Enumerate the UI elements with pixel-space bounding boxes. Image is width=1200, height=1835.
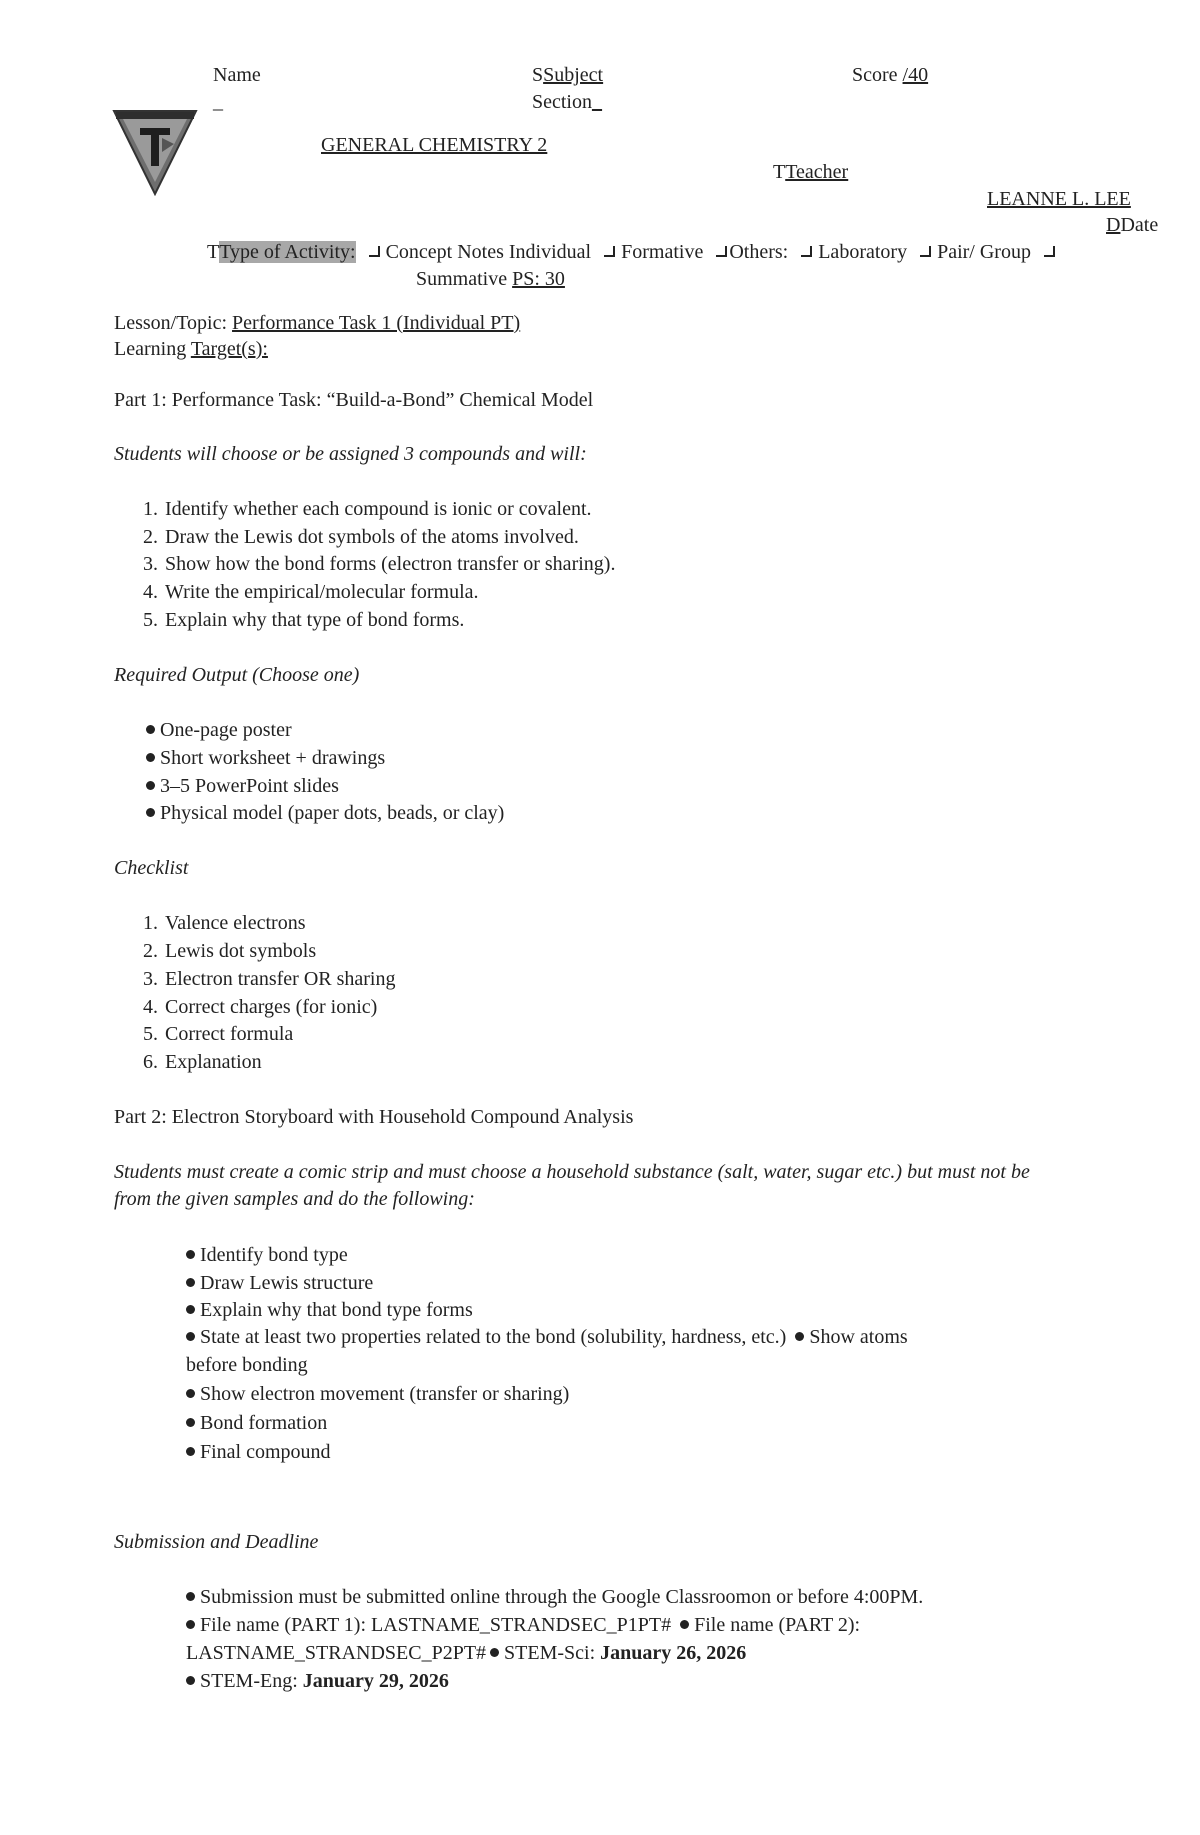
part1-step: 4. Write the empirical/molecular formula. (143, 581, 479, 603)
activity-label: Type of Activity: (219, 241, 356, 263)
section-blank: _ (592, 91, 602, 113)
part2-item: State at least two properties related to the bond (solubility, hardness, etc.) Show atoms (186, 1325, 908, 1349)
output-item: One-page poster (146, 718, 292, 742)
part1-step: 3. Show how the bond forms (electron transfer or sharing). (143, 553, 616, 575)
bullet-icon (186, 1278, 195, 1287)
option-laboratory: Laboratory (818, 241, 908, 263)
output-item: Physical model (paper dots, beads, or clay) (146, 801, 504, 825)
part1-step: 5. Explain why that type of bond forms. (143, 609, 465, 631)
date-prefix: D (1106, 214, 1121, 236)
bullet-icon (146, 753, 155, 762)
part2-item-cont: before bonding (186, 1354, 308, 1376)
option-concept-notes: Concept Notes Individual (385, 241, 592, 263)
name-blank: _ (213, 91, 223, 113)
teacher-prefix: T (773, 161, 786, 183)
bullet-icon (146, 808, 155, 817)
submission-line: File name (PART 1): LASTNAME_STRANDSEC_P1PT# File name (PART 2): (186, 1613, 860, 1637)
bullet-icon (680, 1620, 689, 1629)
part2-item: Bond formation (186, 1411, 327, 1435)
checkbox-icon[interactable] (801, 246, 812, 257)
checkbox-icon[interactable] (716, 246, 727, 257)
date-field (1106, 213, 1158, 237)
bullet-icon (186, 1447, 195, 1456)
checklist-item: 2. Lewis dot symbols (143, 940, 317, 962)
checklist-item: 6. Explanation (143, 1051, 262, 1073)
subject-prefix: S (532, 64, 544, 86)
subject-field (532, 63, 603, 87)
checklist-heading: Checklist (114, 857, 189, 879)
bullet-icon (186, 1305, 195, 1314)
option-others: Others: (729, 241, 789, 263)
name-label: Name (213, 64, 261, 86)
lesson-value: Performance Task 1 (Individual PT) (232, 312, 521, 334)
teacher-label: Teacher (785, 161, 849, 183)
part1-title: Part 1: Performance Task: “Build-a-Bond” Chemical Model (114, 389, 594, 411)
score-value: /40 (902, 64, 929, 86)
option-pair-group: Pair/ Group (937, 241, 1031, 263)
checkbox-icon[interactable] (369, 246, 380, 257)
school-logo (112, 108, 198, 202)
summative-label: Summative (416, 268, 508, 290)
subject-label: Subject (543, 64, 604, 86)
bullet-icon (795, 1332, 804, 1341)
checkbox-icon[interactable] (1044, 246, 1055, 257)
learning-targets (114, 337, 268, 361)
checklist-item: 1. Valence electrons (143, 912, 306, 934)
part2-title: Part 2: Electron Storyboard with Household Compound Analysis (114, 1106, 634, 1128)
bullet-icon (186, 1250, 195, 1259)
bullet-icon (186, 1592, 195, 1601)
part1-intro: Students will choose or be assigned 3 compounds and will: (114, 443, 587, 465)
part2-intro-line1: Students must create a comic strip and must choose a household substance (salt, water, sugar etc.) but must not be (114, 1161, 1030, 1183)
part2-item: Final compound (186, 1440, 331, 1464)
part2-item: Show electron movement (transfer or sharing) (186, 1382, 569, 1406)
score-field (852, 63, 928, 87)
activity-prefix: T (207, 241, 220, 263)
lesson-label: Lesson/Topic: (114, 312, 228, 334)
part1-step: 1. Identify whether each compound is ionic or covalent. (143, 498, 592, 520)
target-label: Learning (114, 338, 187, 360)
submission-heading: Submission and Deadline (114, 1531, 319, 1553)
lesson-topic (114, 311, 520, 335)
part1-step: 2. Draw the Lewis dot symbols of the atoms involved. (143, 526, 579, 548)
option-formative: Formative (621, 241, 704, 263)
part2-intro-line2: from the given samples and do the following: (114, 1188, 475, 1210)
submission-line: STEM-Eng: January 29, 2026 (186, 1669, 449, 1693)
bullet-icon (186, 1418, 195, 1427)
course-title: GENERAL CHEMISTRY 2 (321, 134, 548, 156)
submission-line: LASTNAME_STRANDSEC_P2PT# STEM-Sci: January 26, 2026 (186, 1642, 747, 1664)
checklist-item: 3. Electron transfer OR sharing (143, 968, 396, 990)
part2-item: Explain why that bond type forms (186, 1298, 473, 1322)
bullet-icon (146, 725, 155, 734)
checkbox-icon[interactable] (604, 246, 615, 257)
teacher-field (773, 160, 848, 184)
summative-row (416, 267, 565, 291)
required-output-heading: Required Output (Choose one) (114, 664, 360, 686)
submission-line: Submission must be submitted online through the Google Classroomon or before 4:00PM. (186, 1585, 923, 1609)
bullet-icon (186, 1676, 195, 1685)
checklist-item: 4. Correct charges (for ionic) (143, 996, 378, 1018)
section-label: Section (532, 91, 592, 113)
activity-row (207, 240, 1061, 264)
ps-value: PS: 30 (512, 268, 565, 290)
part2-item: Identify bond type (186, 1243, 348, 1267)
eng-date: January 29, 2026 (302, 1670, 449, 1692)
checklist-item: 5. Correct formula (143, 1023, 294, 1045)
score-label: Score (852, 64, 898, 86)
output-item: 3–5 PowerPoint slides (146, 774, 339, 798)
date-label: Date (1120, 214, 1159, 236)
bullet-icon (186, 1332, 195, 1341)
part2-item: Draw Lewis structure (186, 1271, 373, 1295)
teacher-name: LEANNE L. LEE (987, 188, 1131, 210)
bullet-icon (186, 1620, 195, 1629)
section-field (532, 90, 602, 114)
bullet-icon (490, 1648, 499, 1657)
target-value: Target(s): (190, 338, 268, 360)
sci-date: January 26, 2026 (600, 1642, 747, 1664)
output-item: Short worksheet + drawings (146, 746, 385, 770)
bullet-icon (146, 781, 155, 790)
bullet-icon (186, 1389, 195, 1398)
checkbox-icon[interactable] (920, 246, 931, 257)
